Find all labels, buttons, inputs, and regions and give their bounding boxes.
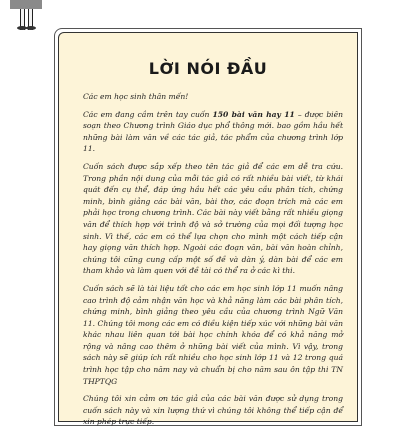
greeting: Các em học sinh thân mến! (83, 92, 189, 101)
paragraph-2: Cuốn sách được sắp xếp theo tên tác giả để các em dễ tra cứu. Trong phần nội dung của mỗi tác giả có rất nhiều bài viết, từ khái quát đến cụ thể, đáp ứng hầu hết các yêu cầu phân tích, chứng minh, bình giảng các bài văn, bài thơ, các đoạn trích mà các em phải học trong chương trình. Các bài này viết bằng rất nhiều giọng văn để thích hợp với trình độ và sở trường của mọi đối tượng học sinh. Vì thế, các em có thể lựa chọn cho mình một cách tiếp cận hay giọng văn thích hợp. Ngoài các đoạn văn, bài văn hoàn chỉnh, chúng tôi cũng cung cấp một số đề và dàn ý, dàn bài để các em tham khảo và làm quen với đề tài có thể ra ở các kì thi. (83, 161, 343, 276)
book-title: 150 bài văn hay 11 (212, 109, 295, 119)
paragraph-1-start: Các em đang cầm trên tay cuốn (83, 109, 213, 119)
document-body (83, 91, 343, 434)
paragraph-4: Chúng tôi xin cảm ơn tác giả của các bài văn được sử dụng trong cuốn sách này và xin lượng thứ vì chúng tôi không thể tiếp cận để xin phép trực tiếp. (83, 394, 343, 427)
paragraph-3: Cuốn sách sẽ là tài liệu tốt cho các em học sinh lớp 11 muốn nâng cao trình độ cảm nhận văn học và khả năng làm các bài phân tích, chứng minh, bình giảng theo yêu cầu của chương trình Ngữ Văn 11. Chúng tôi mong các em có điều kiện tiếp xúc với những bài văn khác nhau liên quan tới bài học chính khóa để có khả năng mở rộng và nâng cao thêm ở những bài viết của mình. Vì vậy, trong sách này sẽ giúp ích rất nhiều cho học sinh lớp 11 và 12 trong quá trình học tập cho năm nay và chuẩn bị cho năm sau ôn tập thi TN THPTQG (83, 283, 343, 386)
paragraph-1-end: – được biên soạn theo Chương trình Giáo dục phổ thông mới. bao gồm hầu hết những bài làm văn về các tác giả, tác phẩm của chương trình lớp 11. (83, 109, 343, 154)
illustration-figure (0, 0, 60, 30)
page-title: LỜI NÓI ĐẦU (148, 59, 268, 78)
paragraph-1 (83, 109, 343, 155)
document-frame (58, 32, 358, 427)
